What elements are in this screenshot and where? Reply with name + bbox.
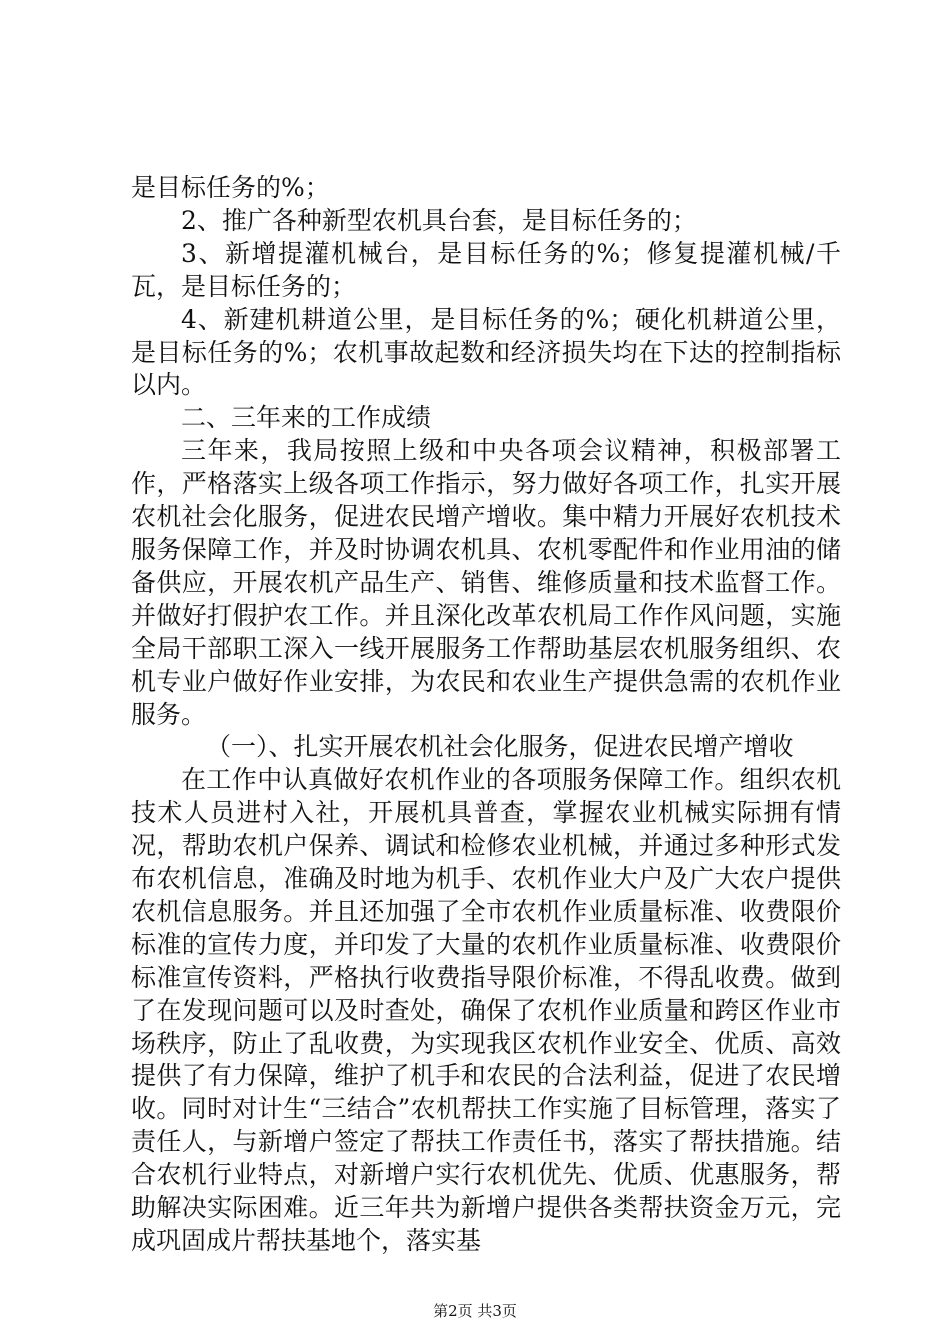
paragraph-item-2: 2、推广各种新型农机具台套，是目标任务的； — [181, 205, 697, 235]
subsection-heading-1: （一）、扎实开展农机社会化服务，促进农民增产增收 — [206, 732, 794, 762]
document-body — [131, 172, 841, 1258]
section-heading-achievements: 二、三年来的工作成绩 — [181, 403, 432, 433]
paragraph-item-3: 3、新增提灌机械台，是目标任务的%；修复提灌机械/千瓦，是目标任务的； — [131, 238, 841, 301]
paragraph-item-4: 4、新建机耕道公里，是目标任务的%；硬化机耕道公里，是目标任务的%；农机事故起数和经济损失均在下达的控制指标以内。 — [131, 304, 841, 400]
page-number-footer: 第2页 共3页 — [433, 1302, 517, 1320]
paragraph-achievements-intro: 三年来，我局按照上级和中央各项会议精神，积极部署工作，严格落实上级各项工作指示，努力做好各项工作，扎实开展农机社会化服务，促进农民增产增收。集中精力开展好农机技术服务保障工作，并及时协调农机具、农机零配件和作业用油的储备供应，开展农机产品生产、销售、维修质量和技术监督工作。并做好打假护农工作。并且深化改革农机局工作作风问题，实施全局干部职工深入一线开展服务工作帮助基层农机服务组织、农机专业户做好作业安排，为农民和农业生产提供急需的农机作业服务。 — [131, 436, 841, 729]
paragraph-subsection-1-body: 在工作中认真做好农机作业的各项服务保障工作。组织农机技术人员进村入社，开展机具普查，掌握农业机械实际拥有情况，帮助农机户保养、调试和检修农业机械，并通过多种形式发布农机信息，准确及时地为机手、农机作业大户及广大农户提供农机信息服务。并且还加强了全市农机作业质量标准、收费限价标准的宣传力度，并印发了大量的农机作业质量标准、收费限价标准宣传资料，严格执行收费指导限价标准，不得乱收费。做到了在发现问题可以及时查处，确保了农机作业质量和跨区作业市场秩序，防止了乱收费，为实现我区农机作业安全、优质、高效提供了有力保障，维护了机手和农民的合法利益，促进了农民增收。同时对计生“三结合”农机帮扶工作实施了目标管理，落实了责任人，与新增户签定了帮扶工作责任书，落实了帮扶措施。结合农机行业特点，对新增户实行农机优先、优质、优惠服务，帮助解决实际困难。近三年共为新增户提供各类帮扶资金万元，完成巩固成片帮扶基地个，落实基 — [131, 765, 841, 1255]
paragraph-continuation: 是目标任务的%； — [131, 173, 330, 202]
